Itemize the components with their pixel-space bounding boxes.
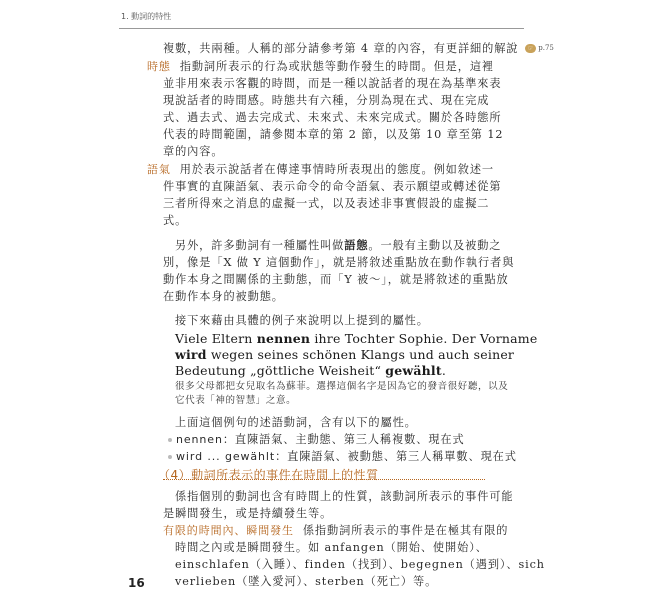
voice-line: 動作本身之間關係的主動態，而「Y 被～」，就是將敘述的重點放 <box>163 273 509 286</box>
intro-continuation <box>163 40 554 57</box>
section-divider <box>163 479 485 480</box>
section-line: 係指個別的動詞也含有時間上的性質，該動詞所表示的事件可能 <box>175 490 514 503</box>
example-de-line2 <box>175 347 514 363</box>
analysis-verb: wird ... gewählt <box>176 450 276 463</box>
tense-line: 指動詞所表示的行為或狀態等動作發生的時間。但是，這裡 <box>179 60 495 73</box>
section-line: verlieben（墜入愛河）、sterben（死亡）等。 <box>175 575 438 588</box>
mood-line: 三者所得來之消息的虛擬一式，以及表述非事實假設的虛擬二 <box>163 197 490 210</box>
term-tense: 時態 <box>147 60 171 73</box>
analysis-item <box>168 431 465 448</box>
example-de-line3 <box>175 363 446 379</box>
mood-line: 式。 <box>163 214 188 227</box>
section-line: 是瞬間發生，或是持續發生等。 <box>163 507 333 520</box>
tense-line: 並非用來表示客觀的時間，而是一種以說話者的現在為基準來表 <box>163 77 502 90</box>
de-verb: nennen <box>256 331 311 346</box>
see-icon: ☞ <box>525 44 536 53</box>
voice-paragraph <box>175 237 501 254</box>
analysis-verb: nennen <box>176 433 223 446</box>
section-line: einschlafen（入睡）、finden（找到）、begegnen（遇到）、sich <box>175 558 545 571</box>
analysis-desc: ：直陳語氣、被動態、第三人稱單數、現在式 <box>275 450 517 463</box>
tense-line: 代表的時間範圍，請參閱本章的第 2 節，以及第 10 章至第 12 <box>163 128 504 141</box>
de-text: wegen seines schönen Klangs und auch seiner <box>206 347 515 362</box>
feature-tense <box>147 58 494 75</box>
mood-line: 件事實的直陳語氣、表示命令的命令語氣、表示願望或轉述從第 <box>163 180 502 193</box>
tense-line: 式、過去式、過去完成式、未來式、未來完成式。關於各時態所 <box>163 111 502 124</box>
de-text: . <box>441 363 447 378</box>
bullet-icon <box>168 455 172 459</box>
term-mood: 語氣 <box>147 163 171 176</box>
intro-text: 複數，共兩種。人稱的部分請參考第 4 章的內容，有更詳細的解說 <box>163 42 519 55</box>
voice-line: 在動作本身的被動態。 <box>163 290 284 303</box>
voice-line: 別，像是「X 做 Y 這個動作」，就是將敘述重點放在動作執行者與 <box>163 256 515 269</box>
voice-term: 語態 <box>344 238 369 252</box>
example-intro: 接下來藉由具體的例子來說明以上提到的屬性。 <box>175 314 429 327</box>
section-heading: （4）動詞所表示的事件在時間上的性質 <box>158 468 379 482</box>
example-de-line1 <box>175 331 537 347</box>
example-translation-line1: 很多父母都把女兒取名為蘇菲。選擇這個名字是因為它的發音很好聽，以及 <box>175 381 509 392</box>
analysis-desc: ：直陳語氣、主動態、第三人稱複數、現在式 <box>222 433 465 446</box>
de-verb: gewählt <box>385 363 442 378</box>
section-term-line <box>163 522 508 539</box>
header-rule <box>119 28 524 29</box>
running-header: 1. 動詞的特性 <box>121 12 172 21</box>
tense-line: 章的內容。 <box>163 145 224 158</box>
analysis-item <box>168 448 517 465</box>
voice-text: 。一般有主動以及被動之 <box>368 239 502 252</box>
mood-line: 用於表示說話者在傳達事情時所表現出的態度。例如敘述一 <box>179 163 495 176</box>
bullet-icon <box>168 438 172 442</box>
de-verb: wird <box>175 347 207 362</box>
voice-text: 另外，許多動詞有一種屬性叫做 <box>175 239 345 252</box>
example-translation-line2: 它代表「神的智慧」之意。 <box>175 395 297 406</box>
ref-page: p.75 <box>538 44 554 52</box>
de-text: ihre Tochter Sophie. Der Vorname <box>310 331 538 346</box>
term-instant: 有限的時間內、瞬間發生 <box>163 524 294 537</box>
de-text: Bedeutung „göttliche Weisheit“ <box>175 363 386 378</box>
analysis-intro: 上面這個例句的述語動詞，含有以下的屬性。 <box>175 416 417 429</box>
section-line: 時間之內或是瞬間發生。如 anfangen（開始、使開始）、 <box>175 541 488 554</box>
feature-mood <box>147 161 494 178</box>
de-text: Viele Eltern <box>175 331 257 346</box>
tense-line: 現說話者的時間感。時態共有六種，分別為現在式、現在完成 <box>163 94 490 107</box>
page-number: 16 <box>128 576 145 590</box>
section-text: 係指動詞所表示的事件是在極其有限的 <box>302 524 509 537</box>
